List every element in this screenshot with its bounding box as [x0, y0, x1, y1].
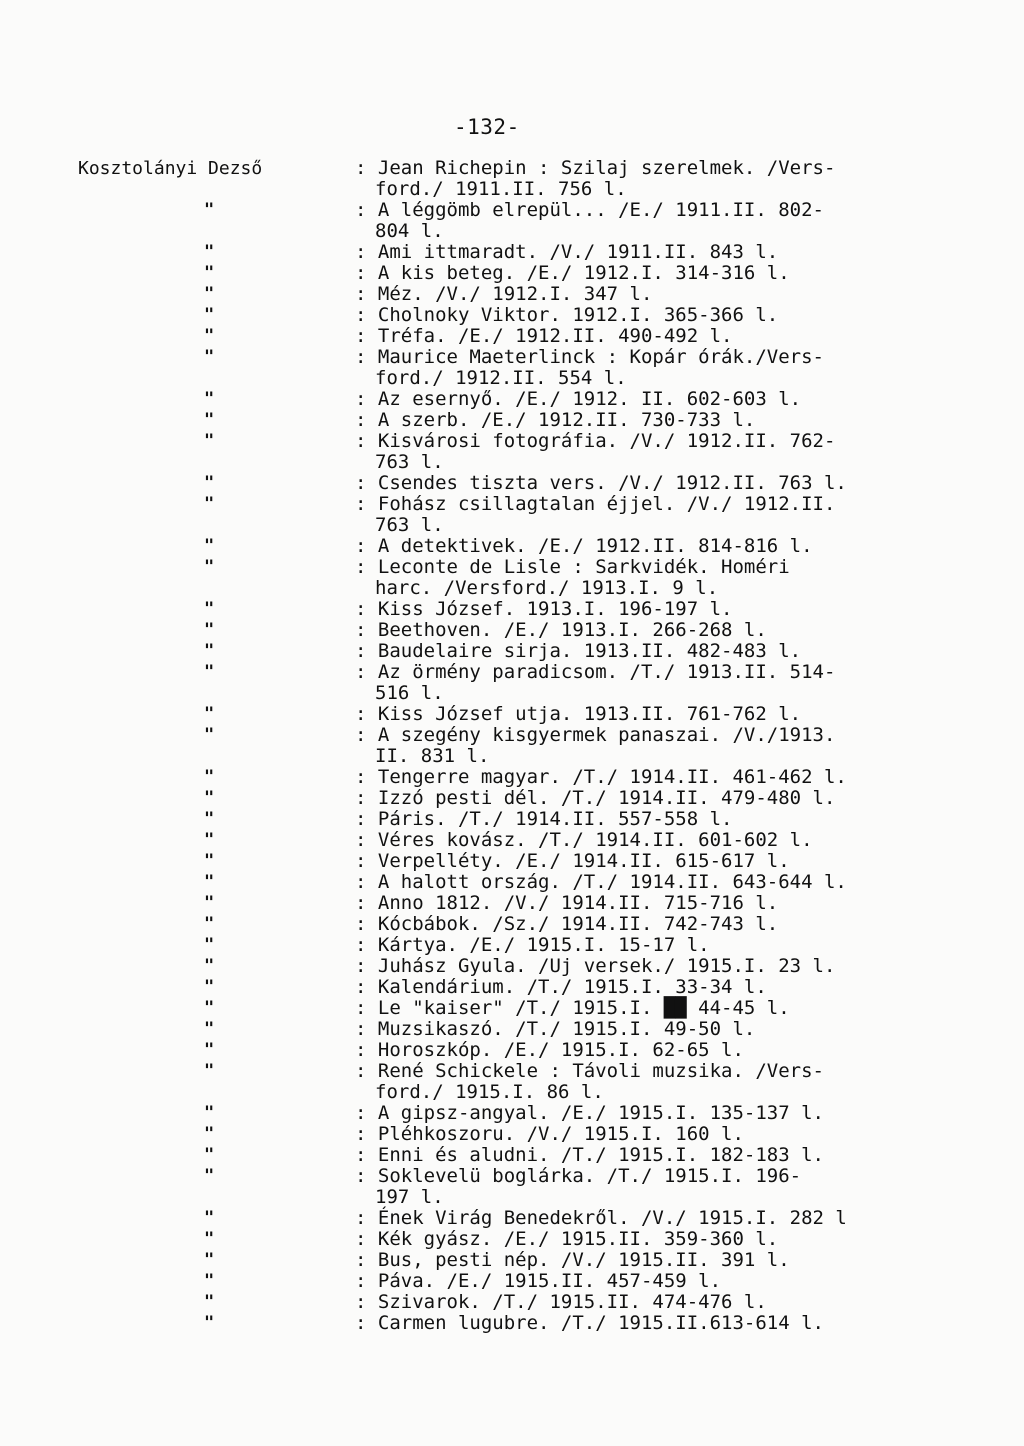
ditto-mark: " — [204, 389, 215, 409]
entry-text — [355, 326, 895, 347]
bibliography-entry — [0, 641, 1024, 662]
bibliography-entry — [0, 1292, 1024, 1313]
entry-line: : Ének Virág Benedekről. /V./ 1915.I. 282 l — [355, 1207, 847, 1229]
ditto-mark: " — [204, 662, 215, 682]
ditto-mark: " — [204, 263, 215, 283]
bibliography-entry — [0, 893, 1024, 914]
entry-line: : Csendes tiszta vers. /V./ 1912.II. 763 l. — [355, 472, 847, 494]
entry-text — [355, 872, 895, 893]
ditto-mark: " — [204, 956, 215, 976]
entry-text — [355, 1313, 895, 1334]
bibliography-entry — [0, 1313, 1024, 1334]
ditto-mark: " — [204, 725, 215, 745]
entry-text — [355, 1292, 895, 1313]
ditto-mark: " — [204, 704, 215, 724]
entry-line: : Enni és aludni. /T./ 1915.I. 182-183 l. — [355, 1144, 824, 1166]
entry-line: : Izzó pesti dél. /T./ 1914.II. 479-480 l. — [355, 787, 836, 809]
entry-line: : Páva. /E./ 1915.II. 457-459 l. — [355, 1270, 722, 1292]
ditto-mark: " — [204, 977, 215, 997]
bibliography-entry — [0, 998, 1024, 1019]
bibliography-entry — [0, 1040, 1024, 1061]
bibliography-entry — [0, 284, 1024, 305]
ditto-mark: " — [204, 1040, 215, 1060]
ditto-mark: " — [204, 200, 215, 220]
bibliography-entry — [0, 851, 1024, 872]
entry-line: : A halott ország. /T./ 1914.II. 643-644 l. — [355, 871, 847, 893]
entry-continuation-line: harc. /Versford./ 1913.I. 9 l. — [375, 577, 719, 599]
entry-line: : Juhász Gyula. /Uj versek./ 1915.I. 23 l. — [355, 955, 836, 977]
bibliography-entry — [0, 1145, 1024, 1166]
bibliography-entry — [0, 389, 1024, 410]
ditto-mark: " — [204, 1250, 215, 1270]
bibliography-entry — [0, 1166, 1024, 1208]
entry-line: : Kiss József utja. 1913.II. 761-762 l. — [355, 703, 802, 725]
entry-text — [355, 263, 895, 284]
entry-text — [355, 1061, 895, 1103]
entry-text — [355, 305, 895, 326]
entry-line: : Maurice Maeterlinck : Kopár órák./Vers- — [355, 346, 824, 368]
ditto-mark: " — [204, 641, 215, 661]
ditto-mark: " — [204, 494, 215, 514]
bibliography-entry — [0, 977, 1024, 998]
entry-text — [355, 284, 895, 305]
bibliography-entry — [0, 1061, 1024, 1103]
entry-text — [355, 1103, 895, 1124]
entry-line: : Bus, pesti nép. /V./ 1915.II. 391 l. — [355, 1249, 790, 1271]
entry-line: : Fohász csillagtalan éjjel. /V./ 1912.II. — [355, 493, 836, 515]
entry-line: : Jean Richepin : Szilaj szerelmek. /Vers- — [355, 157, 836, 179]
bibliography-entry — [0, 410, 1024, 431]
bibliography-list — [0, 158, 1024, 1334]
entry-line: : Páris. /T./ 1914.II. 557-558 l. — [355, 808, 733, 830]
entry-line: : Az esernyő. /E./ 1912. II. 602-603 l. — [355, 388, 802, 410]
entry-line: : Az örmény paradicsom. /T./ 1913.II. 514- — [355, 661, 836, 683]
entry-line: : Muzsikaszó. /T./ 1915.I. 49-50 l. — [355, 1018, 756, 1040]
ditto-mark: " — [204, 536, 215, 556]
entry-text — [355, 158, 895, 200]
entry-text — [355, 704, 895, 725]
ditto-mark: " — [204, 1292, 215, 1312]
entry-line: : A gipsz-angyal. /E./ 1915.I. 135-137 l. — [355, 1102, 824, 1124]
entry-text — [355, 599, 895, 620]
entry-line: : Verpelléty. /E./ 1914.II. 615-617 l. — [355, 850, 790, 872]
entry-text — [355, 347, 895, 389]
bibliography-entry — [0, 620, 1024, 641]
entry-line: : Véres kovász. /T./ 1914.II. 601-602 l. — [355, 829, 813, 851]
entry-text — [355, 1229, 895, 1250]
entry-continuation-line: 763 l. — [375, 514, 444, 536]
entry-line: : Baudelaire sirja. 1913.II. 482-483 l. — [355, 640, 802, 662]
entry-text — [355, 1271, 895, 1292]
ditto-mark: " — [204, 788, 215, 808]
bibliography-entry — [0, 431, 1024, 473]
bibliography-entry — [0, 1229, 1024, 1250]
bibliography-entry — [0, 809, 1024, 830]
entry-text — [355, 809, 895, 830]
bibliography-entry — [0, 704, 1024, 725]
entry-text — [355, 725, 895, 767]
entry-text — [355, 1040, 895, 1061]
entry-text — [355, 242, 895, 263]
entry-line: : Kiss József. 1913.I. 196-197 l. — [355, 598, 733, 620]
entry-line: : A léggömb elrepül... /E./ 1911.II. 802- — [355, 199, 824, 221]
bibliography-entry — [0, 1250, 1024, 1271]
entry-line: : Le "kaiser" /T./ 1915.I. ██ 44-45 l. — [355, 997, 790, 1019]
entry-line: : Cholnoky Viktor. 1912.I. 365-366 l. — [355, 304, 779, 326]
ditto-mark: " — [204, 473, 215, 493]
entry-line: : Kócbábok. /Sz./ 1914.II. 742-743 l. — [355, 913, 779, 935]
entry-text — [355, 473, 895, 494]
entry-text — [355, 788, 895, 809]
entry-text — [355, 1124, 895, 1145]
ditto-mark: " — [204, 914, 215, 934]
bibliography-entry — [0, 347, 1024, 389]
ditto-mark: " — [204, 284, 215, 304]
entry-line: : Kisvárosi fotográfia. /V./ 1912.II. 762- — [355, 430, 836, 452]
entry-line: : Méz. /V./ 1912.I. 347 l. — [355, 283, 653, 305]
ditto-mark: " — [204, 830, 215, 850]
bibliography-entry — [0, 242, 1024, 263]
bibliography-entry — [0, 305, 1024, 326]
bibliography-entry — [0, 557, 1024, 599]
entry-text — [355, 1250, 895, 1271]
bibliography-entry — [0, 662, 1024, 704]
entry-text — [355, 662, 895, 704]
entry-line: : A szerb. /E./ 1912.II. 730-733 l. — [355, 409, 756, 431]
entry-text — [355, 410, 895, 431]
ditto-mark: " — [204, 410, 215, 430]
bibliography-entry — [0, 956, 1024, 977]
ditto-mark: " — [204, 347, 215, 367]
ditto-mark: " — [204, 557, 215, 577]
entry-text — [355, 914, 895, 935]
bibliography-entry — [0, 1124, 1024, 1145]
entry-text — [355, 389, 895, 410]
entry-continuation-line: 516 l. — [375, 682, 444, 704]
ditto-mark: " — [204, 620, 215, 640]
ditto-mark: " — [204, 431, 215, 451]
entry-text — [355, 200, 895, 242]
bibliography-entry — [0, 263, 1024, 284]
entry-text — [355, 641, 895, 662]
entry-line: : Pléhkoszoru. /V./ 1915.I. 160 l. — [355, 1123, 744, 1145]
entry-text — [355, 830, 895, 851]
ditto-mark: " — [204, 326, 215, 346]
entry-text — [355, 557, 895, 599]
bibliography-entry — [0, 599, 1024, 620]
ditto-mark: " — [204, 1061, 215, 1081]
entry-line: : Carmen lugubre. /T./ 1915.II.613-614 l. — [355, 1312, 824, 1334]
ditto-mark: " — [204, 872, 215, 892]
bibliography-entry — [0, 494, 1024, 536]
entry-line: : Horoszkóp. /E./ 1915.I. 62-65 l. — [355, 1039, 744, 1061]
ditto-mark: " — [204, 893, 215, 913]
entry-text — [355, 1019, 895, 1040]
bibliography-entry — [0, 1208, 1024, 1229]
ditto-mark: " — [204, 242, 215, 262]
entry-line: : Soklevelü boglárka. /T./ 1915.I. 196- — [355, 1165, 802, 1187]
entry-text — [355, 998, 895, 1019]
ditto-mark: " — [204, 1019, 215, 1039]
entry-text — [355, 893, 895, 914]
entry-continuation-line: 804 l. — [375, 220, 444, 242]
ditto-mark: " — [204, 1166, 215, 1186]
bibliography-entry — [0, 830, 1024, 851]
ditto-mark: " — [204, 809, 215, 829]
bibliography-entry — [0, 158, 1024, 200]
bibliography-entry — [0, 935, 1024, 956]
entry-continuation-line: 197 l. — [375, 1186, 444, 1208]
entry-line: : Beethoven. /E./ 1913.I. 266-268 l. — [355, 619, 767, 641]
ditto-mark: " — [204, 1124, 215, 1144]
ditto-mark: " — [204, 1313, 215, 1333]
entry-continuation-line: II. 831 l. — [375, 745, 490, 767]
entry-text — [355, 767, 895, 788]
author-name: Kosztolányi Dezső — [78, 158, 263, 179]
bibliography-entry — [0, 788, 1024, 809]
entry-text — [355, 536, 895, 557]
bibliography-entry — [0, 725, 1024, 767]
bibliography-entry — [0, 326, 1024, 347]
entry-line: : A kis beteg. /E./ 1912.I. 314-316 l. — [355, 262, 790, 284]
entry-text — [355, 1208, 895, 1229]
bibliography-entry — [0, 536, 1024, 557]
bibliography-entry — [0, 1103, 1024, 1124]
entry-line: : Ami ittmaradt. /V./ 1911.II. 843 l. — [355, 241, 779, 263]
bibliography-entry — [0, 200, 1024, 242]
entry-text — [355, 851, 895, 872]
page-number: -132- — [454, 115, 520, 139]
bibliography-entry — [0, 473, 1024, 494]
entry-line: : Tréfa. /E./ 1912.II. 490-492 l. — [355, 325, 733, 347]
ditto-mark: " — [204, 1271, 215, 1291]
entry-continuation-line: 763 l. — [375, 451, 444, 473]
bibliography-entry — [0, 1271, 1024, 1292]
ditto-mark: " — [204, 998, 215, 1018]
ditto-mark: " — [204, 1103, 215, 1123]
ditto-mark: " — [204, 1208, 215, 1228]
bibliography-entry — [0, 767, 1024, 788]
entry-text — [355, 956, 895, 977]
entry-line: : Kártya. /E./ 1915.I. 15-17 l. — [355, 934, 710, 956]
entry-text — [355, 1166, 895, 1208]
entry-line: : Kalendárium. /T./ 1915.I. 33-34 l. — [355, 976, 767, 998]
bibliography-entry — [0, 914, 1024, 935]
entry-text — [355, 620, 895, 641]
ditto-mark: " — [204, 1145, 215, 1165]
ditto-mark: " — [204, 935, 215, 955]
ditto-mark: " — [204, 767, 215, 787]
bibliography-entry — [0, 872, 1024, 893]
ditto-mark: " — [204, 851, 215, 871]
entry-line: : Tengerre magyar. /T./ 1914.II. 461-462 l. — [355, 766, 847, 788]
entry-text — [355, 1145, 895, 1166]
entry-continuation-line: ford./ 1911.II. 756 l. — [375, 178, 627, 200]
entry-text — [355, 977, 895, 998]
entry-text — [355, 494, 895, 536]
entry-line: : Szivarok. /T./ 1915.II. 474-476 l. — [355, 1291, 767, 1313]
bibliography-entry — [0, 1019, 1024, 1040]
ditto-mark: " — [204, 1229, 215, 1249]
entry-line: : A detektivek. /E./ 1912.II. 814-816 l. — [355, 535, 813, 557]
entry-line: : Anno 1812. /V./ 1914.II. 715-716 l. — [355, 892, 779, 914]
entry-line: : Leconte de Lisle : Sarkvidék. Homéri — [355, 556, 790, 578]
entry-text — [355, 431, 895, 473]
entry-line: : René Schickele : Távoli muzsika. /Vers- — [355, 1060, 824, 1082]
ditto-mark: " — [204, 599, 215, 619]
entry-text — [355, 935, 895, 956]
entry-line: : A szegény kisgyermek panaszai. /V./1913. — [355, 724, 836, 746]
entry-continuation-line: ford./ 1915.I. 86 l. — [375, 1081, 604, 1103]
entry-line: : Kék gyász. /E./ 1915.II. 359-360 l. — [355, 1228, 779, 1250]
ditto-mark: " — [204, 305, 215, 325]
entry-continuation-line: ford./ 1912.II. 554 l. — [375, 367, 627, 389]
